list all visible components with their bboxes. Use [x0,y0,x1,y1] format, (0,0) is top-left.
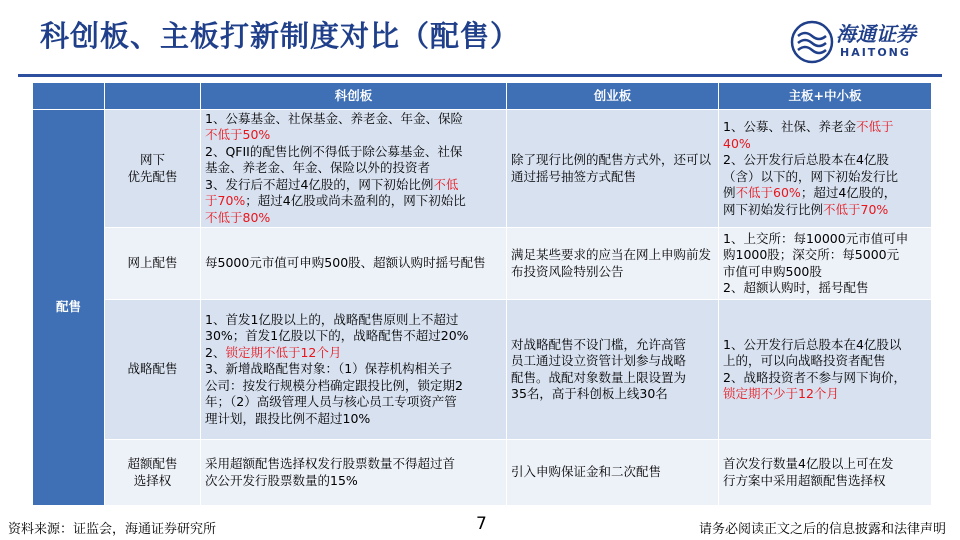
cell-zb-strategic: 1、公开发行后总股本在4亿股以 上的，可以向战略投资者配售 2、战略投资者不参与网下询价， 锁定期不少于12个月 [719,300,932,440]
cell-cyb-strategic: 对战略配售不设门槛，允许高管 员工通过设立资管计划参与战略 配售。战配对象数量上限设置为 35名，高于科创板上线30名 [507,300,719,440]
cell-cyb-offline: 除了现行比例的配售方式外，还可以通过摇号抽签方式配售 [507,110,719,228]
haitong-logo [790,18,940,68]
table-row [33,300,932,440]
page-number: 7 [476,514,487,534]
table-header-row [33,83,932,110]
category-cell: 配售 [33,110,105,506]
cell-zb-offline: 1、公募、社保、养老金不低于 40% 2、公开发行后总股本在4亿股 （含）以下的，网下初始发行比 例不低于60%；超过4亿股的， 网下初始发行比例不低于70% [719,110,932,228]
cell-cyb-online: 满足某些要求的应当在网上申购前发布投资风险特别公告 [507,228,719,300]
title-divider [18,74,942,77]
page-title: 科创板、主板打新制度对比（配售） [40,19,521,53]
table-row [33,440,932,506]
logo-english-name: HAITONG [840,46,911,59]
logo-chinese-name: 海通证券 [836,22,916,46]
header-blank-2 [105,83,201,110]
header-zb: 主板+中小板 [719,83,932,110]
row-label-strategic: 战略配售 [105,300,201,440]
cell-kcb-online: 每5000元市值可申购500股、超额认购时摇号配售 [201,228,507,300]
row-label-offline: 网下 优先配售 [105,110,201,228]
comparison-table [32,82,932,506]
cell-kcb-offline: 1、公募基金、社保基金、养老金、年金、保险 不低于50% 2、QFII的配售比例不得低于除公募基金、社保 基金、养老金、年金、保险以外的投资者 3、发行后不超过4亿股的，网下初始比例不低 于70%；超过4亿股或尚未盈利的，网下初始比 不低于80% [201,110,507,228]
header-cyb: 创业板 [507,83,719,110]
header-kcb: 科创板 [201,83,507,110]
table-row [33,228,932,300]
cell-zb-greenshoe: 首次发行数量4亿股以上可在发 行方案中采用超额配售选择权 [719,440,932,506]
footer-disclaimer: 请务必阅读正文之后的信息披露和法律声明 [698,522,946,537]
header-blank-1 [33,83,105,110]
row-label-online: 网上配售 [105,228,201,300]
footer-source: 资料来源：证监会，海通证券研究所 [8,522,217,537]
haitong-wave-icon [790,20,834,64]
cell-cyb-greenshoe: 引入申购保证金和二次配售 [507,440,719,506]
row-label-greenshoe: 超额配售 选择权 [105,440,201,506]
cell-kcb-greenshoe: 采用超额配售选择权发行股票数量不得超过首 次公开发行股票数量的15% [201,440,507,506]
table-row [33,110,932,228]
cell-zb-online: 1、上交所：每10000元市值可申 购1000股；深交所：每5000元 市值可申购500股 2、超额认购时，摇号配售 [719,228,932,300]
cell-kcb-strategic: 1、首发1亿股以上的，战略配售原则上不超过 30%；首发1亿股以下的，战略配售不超过20% 2、锁定期不低于12个月 3、新增战略配售对象：（1）保荐机构相关子 公司：按发行规模分档确定跟投比例，锁定期2 年；（2）高级管理人员与核心员工专项资产管 理计划，跟投比例不超过10% [201,300,507,440]
